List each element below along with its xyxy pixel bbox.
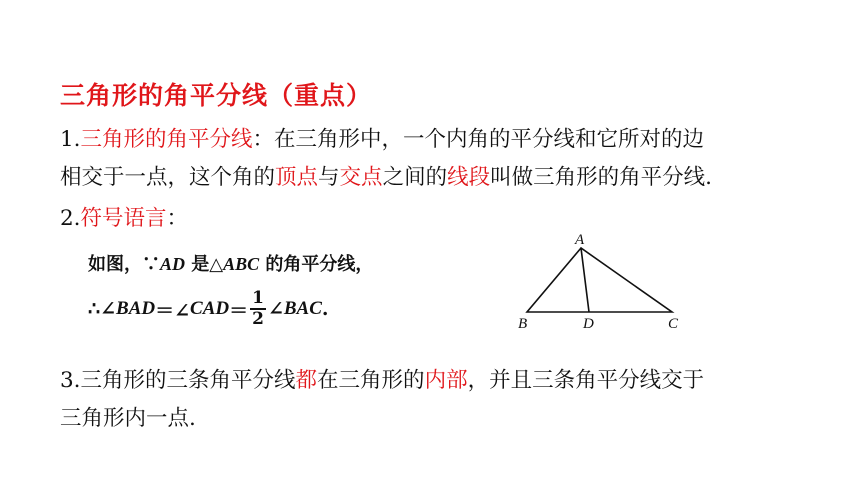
item-3-number: 3. xyxy=(60,368,81,393)
label-a: A xyxy=(575,232,585,248)
example-2-text-1: ∴∠ xyxy=(88,298,117,320)
item-3-text-c: ，并且三条角平分线交于 xyxy=(467,368,705,393)
example-line-1 xyxy=(88,250,373,276)
item-3-keyword-interior: 内部 xyxy=(424,368,468,393)
example-2-text-5: . xyxy=(321,298,329,320)
example-2-var-bad: BAD xyxy=(116,298,156,319)
example-1-var-ad: AD xyxy=(160,254,186,274)
item-2-number: 2. xyxy=(60,206,81,231)
example-2-var-cad: CAD xyxy=(190,298,230,319)
item-1-keyword-segment: 线段 xyxy=(447,165,491,190)
example-1-text-2: 是△ xyxy=(185,254,224,275)
item-2-line xyxy=(60,200,188,238)
item-3-line-2 xyxy=(60,400,196,438)
fraction-denominator: 2 xyxy=(252,309,264,329)
item-1-text-b: 相交于一点，这个角的 xyxy=(60,165,276,190)
example-line-2 xyxy=(88,290,329,328)
example-1-var-abc: ABC xyxy=(223,254,260,274)
label-c: C xyxy=(668,316,679,332)
example-2-text-3: ＝ xyxy=(229,299,249,322)
item-3-text-b: 在三角形的 xyxy=(317,368,425,393)
item-1-line-1 xyxy=(60,121,704,159)
example-1-text-1: 如图，∵ xyxy=(88,254,160,275)
item-2-term: 符号语言 xyxy=(80,206,167,231)
bisector-ad xyxy=(581,248,589,312)
label-d: D xyxy=(583,316,594,332)
item-3-text-d: 三角形内一点. xyxy=(60,406,196,431)
fraction-numerator: 1 xyxy=(252,288,264,308)
item-1-text-a: ：在三角形中，一个内角的平分线和它所对的边 xyxy=(252,127,705,152)
item-1-number: 1. xyxy=(60,127,81,152)
example-2-var-bac: BAC xyxy=(283,298,322,319)
item-1-text-d: 之间的 xyxy=(382,165,448,190)
item-3-line-1 xyxy=(60,362,704,400)
item-1-text-c: 与 xyxy=(318,165,340,190)
label-b: B xyxy=(518,316,528,332)
section-heading: 三角形的角平分线（重点） xyxy=(60,81,373,110)
example-2-text-4: ∠ xyxy=(267,298,284,320)
item-1-line-2 xyxy=(60,159,712,197)
fraction-one-half xyxy=(250,290,266,328)
item-1-term: 三角形的角平分线 xyxy=(80,127,253,152)
item-1-text-e: 叫做三角形的角平分线. xyxy=(490,165,712,190)
item-3-text-a: 三角形的三条角平分线 xyxy=(80,368,296,393)
triangle-figure xyxy=(500,226,700,338)
example-2-text-2: ＝∠ xyxy=(155,299,191,322)
item-1-keyword-intersection: 交点 xyxy=(339,165,383,190)
item-2-colon: ： xyxy=(166,206,189,231)
item-1-keyword-vertex: 顶点 xyxy=(275,165,319,190)
item-3-keyword-all: 都 xyxy=(295,368,318,393)
example-1-text-3: 的角平分线， xyxy=(259,254,374,275)
triangle-abc xyxy=(527,248,672,312)
